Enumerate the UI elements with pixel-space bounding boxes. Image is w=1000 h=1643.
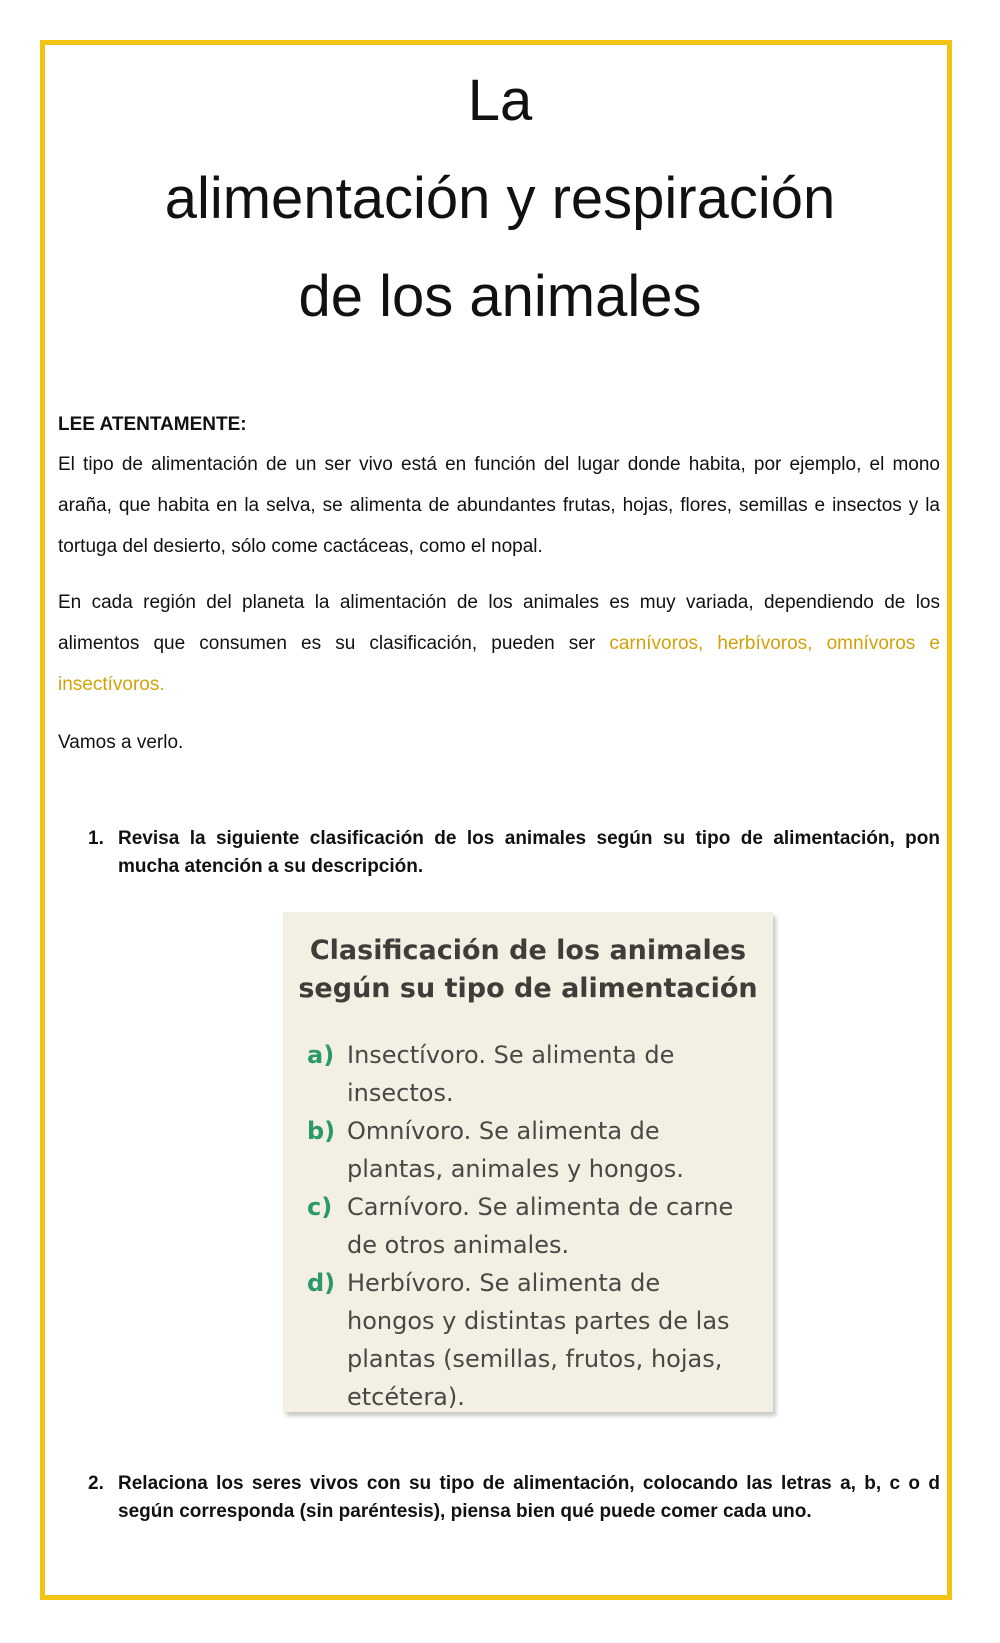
classification-item-c <box>307 1188 747 1264</box>
instruction-1 <box>88 825 940 881</box>
instruction-text: Revisa la siguiente clasificación de los animales según su tipo de alimentación, pon mucha atención a su descripción. <box>118 828 940 877</box>
card-title-line-1: Clasificación de los animales <box>309 935 747 966</box>
title-line-3: de los animales <box>298 264 702 329</box>
intro-heading: LEE ATENTAMENTE: <box>58 414 247 435</box>
title-line-1: La <box>467 68 533 133</box>
instruction-text: Relaciona los seres vivos con su tipo de alimentación, colocando las letras a, b, c o d según corresponda (sin paréntesis), piensa bien qué puede comer cada uno. <box>118 1473 940 1522</box>
item-letter: a) <box>307 1041 335 1069</box>
item-letter: c) <box>307 1193 333 1221</box>
classification-card <box>283 912 773 1412</box>
item-text: Herbívoro. Se alimenta de hongos y distintas partes de las plantas (semillas, frutos, hojas, etcétera). <box>347 1269 730 1411</box>
card-title-line-2: según su tipo de alimentación <box>298 973 758 1004</box>
classification-list <box>307 1036 747 1416</box>
paragraph-2-text: En cada región del planeta la alimentación de los animales es muy variada, dependiendo de los alimentos que consumen es su clasificación, pueden ser <box>58 592 940 654</box>
intro-paragraph-2 <box>58 582 940 705</box>
classification-item-b <box>307 1112 747 1188</box>
feeding-types-highlight: carnívoros, herbívoros, omnívoros e insectívoros. <box>58 633 940 695</box>
title-line-2: alimentación y respiración <box>164 166 836 231</box>
item-letter: b) <box>307 1117 336 1145</box>
instruction-2 <box>88 1470 940 1526</box>
item-text: Carnívoro. Se alimenta de carne de otros animales. <box>347 1193 734 1259</box>
intro-paragraph-3: Vamos a verlo. <box>58 732 184 753</box>
card-title <box>283 932 773 1008</box>
item-text: Insectívoro. Se alimenta de insectos. <box>347 1041 675 1107</box>
classification-item-a <box>307 1036 747 1112</box>
intro-paragraph-1: El tipo de alimentación de un ser vivo está en función del lugar donde habita, por ejemplo, el mono araña, que habita en la selva, se alimenta de abundantes frutas, hojas, flores, semillas e insectos y la tortuga del desierto, sólo come cactáceas, como el nopal. <box>58 454 940 557</box>
instruction-number: 2. <box>88 1473 104 1494</box>
item-letter: d) <box>307 1269 336 1297</box>
item-text: Omnívoro. Se alimenta de plantas, animales y hongos. <box>347 1117 684 1183</box>
instruction-number: 1. <box>88 828 104 849</box>
classification-item-d <box>307 1264 747 1416</box>
